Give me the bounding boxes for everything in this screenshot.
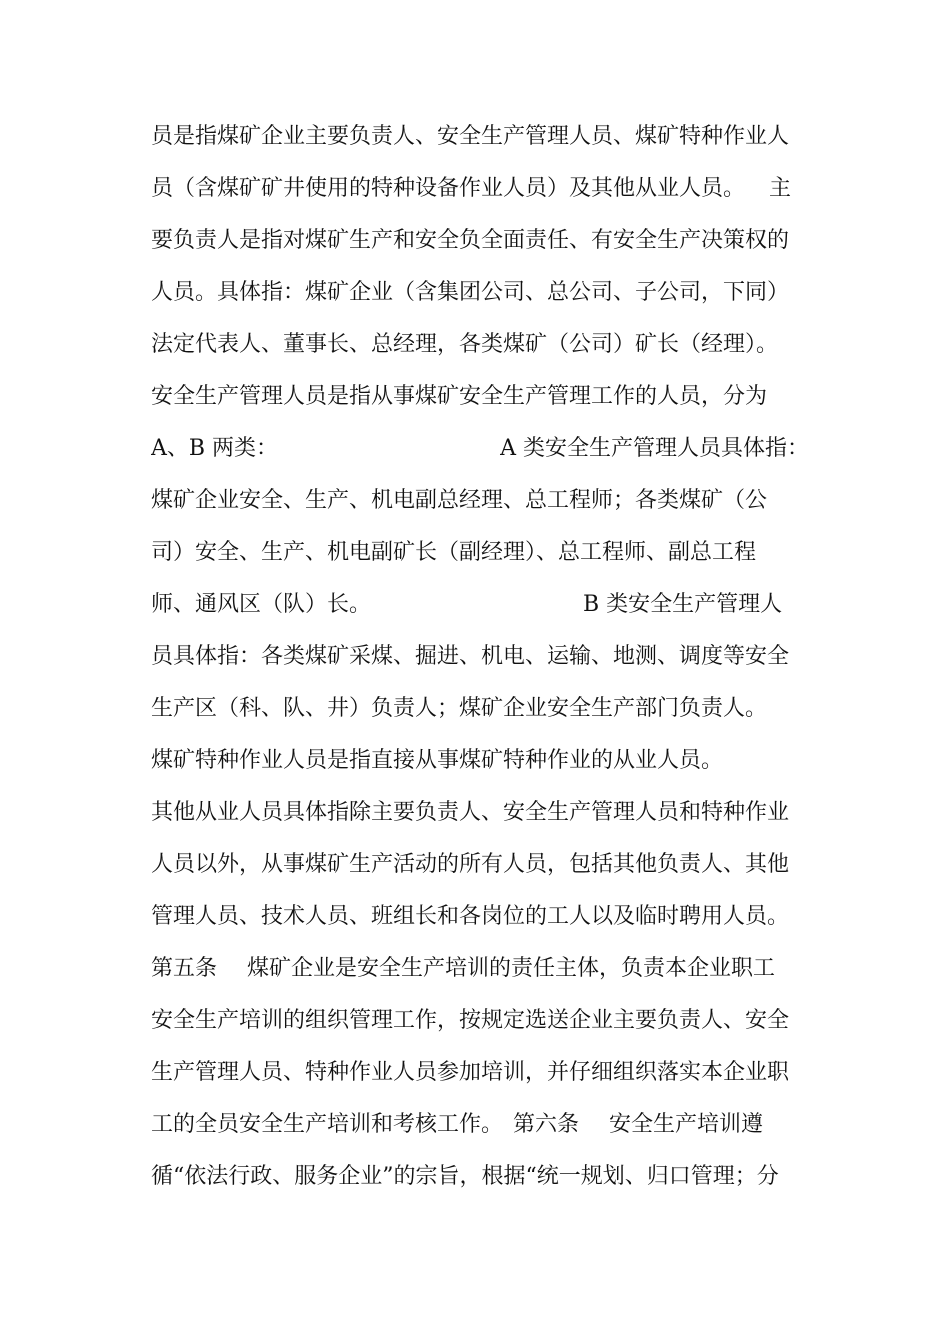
- text-segment: 管理人员、技术人员、班组长和各岗位的工人以及临时聘用人员。: [151, 904, 790, 929]
- text-segment: 员（含煤矿矿井使用的特种设备作业人员）及其他从业人员。: [151, 176, 746, 201]
- text-segment: 员是指煤矿企业主要负责人、安全生产管理人员、煤矿特种作业人: [151, 124, 790, 149]
- text-segment: 煤矿特种作业人员是指直接从事煤矿特种作业的从业人员。: [151, 748, 724, 773]
- text-line: [151, 371, 811, 423]
- text-line: [151, 527, 811, 579]
- text-line: [151, 423, 811, 475]
- text-line: [151, 475, 811, 527]
- text-segment: 安全生产培训遵: [609, 1112, 764, 1137]
- text-line: [151, 683, 811, 735]
- text-line: [151, 111, 811, 163]
- text-line: [151, 1099, 811, 1151]
- text-segment: 员具体指：各类煤矿采煤、掘进、机电、运输、地测、调度等安全: [151, 644, 790, 669]
- text-segment: 第六条: [513, 1112, 580, 1137]
- text-line: [151, 787, 811, 839]
- text-segment: 安全生产培训的组织管理工作，按规定选送企业主要负责人、安全: [151, 1008, 790, 1033]
- text-line: [151, 891, 811, 943]
- text-segment: 生产管理人员、特种作业人员参加培训，并仔细组织落实本企业职: [151, 1060, 790, 1085]
- text-segment: 循“依法行政、服务企业”的宗旨，根据“统一规划、归口管理；分: [151, 1164, 779, 1189]
- text-segment: 人员。具体指：煤矿企业（含集团公司、总公司、子公司，下同）: [151, 280, 790, 305]
- text-segment: 其他从业人员具体指除主要负责人、安全生产管理人员和特种作业: [151, 800, 790, 825]
- text-segment: 第五条: [151, 956, 218, 981]
- text-segment: A、B 两类：: [151, 436, 279, 461]
- text-line: [151, 943, 811, 995]
- text-segment: 司）安全、生产、机电副矿长（副经理）、总工程师、副总工程: [151, 540, 757, 565]
- text-segment: 煤矿企业安全、生产、机电副总经理、总工程师；各类煤矿（公: [151, 488, 768, 513]
- text-line: [151, 215, 811, 267]
- text-segment: 人员以外，从事煤矿生产活动的所有人员，包括其他负责人、其他: [151, 852, 790, 877]
- text-segment: 法定代表人、董事长、总经理，各类煤矿（公司）矿长（经理）。: [151, 332, 779, 357]
- text-line: [151, 995, 811, 1047]
- text-line: [151, 1047, 811, 1099]
- text-segment: B 类安全生产管理人: [583, 592, 783, 617]
- text-segment: A 类安全生产管理人员具体指：: [500, 436, 809, 461]
- text-segment: 生产区（科、队、井）负责人；煤矿企业安全生产部门负责人。: [151, 696, 768, 721]
- body-text: [151, 111, 811, 1203]
- text-line: [151, 319, 811, 371]
- text-segment: 主: [769, 176, 792, 201]
- text-line: [151, 267, 811, 319]
- text-line: [151, 735, 811, 787]
- text-line: [151, 163, 811, 215]
- text-line: [151, 839, 811, 891]
- text-line: [151, 579, 811, 631]
- text-line: [151, 1151, 811, 1203]
- text-segment: 安全生产管理人员是指从事煤矿安全生产管理工作的人员，分为: [151, 384, 768, 409]
- text-segment: 要负责人是指对煤矿生产和安全负全面责任、有安全生产决策权的: [151, 228, 790, 253]
- text-segment: 师、通风区（队）长。: [151, 592, 372, 617]
- text-line: [151, 631, 811, 683]
- text-segment: 工的全员安全生产培训和考核工作。: [151, 1112, 504, 1137]
- text-segment: 煤矿企业是安全生产培训的责任主体，负责本企业职工: [247, 956, 776, 981]
